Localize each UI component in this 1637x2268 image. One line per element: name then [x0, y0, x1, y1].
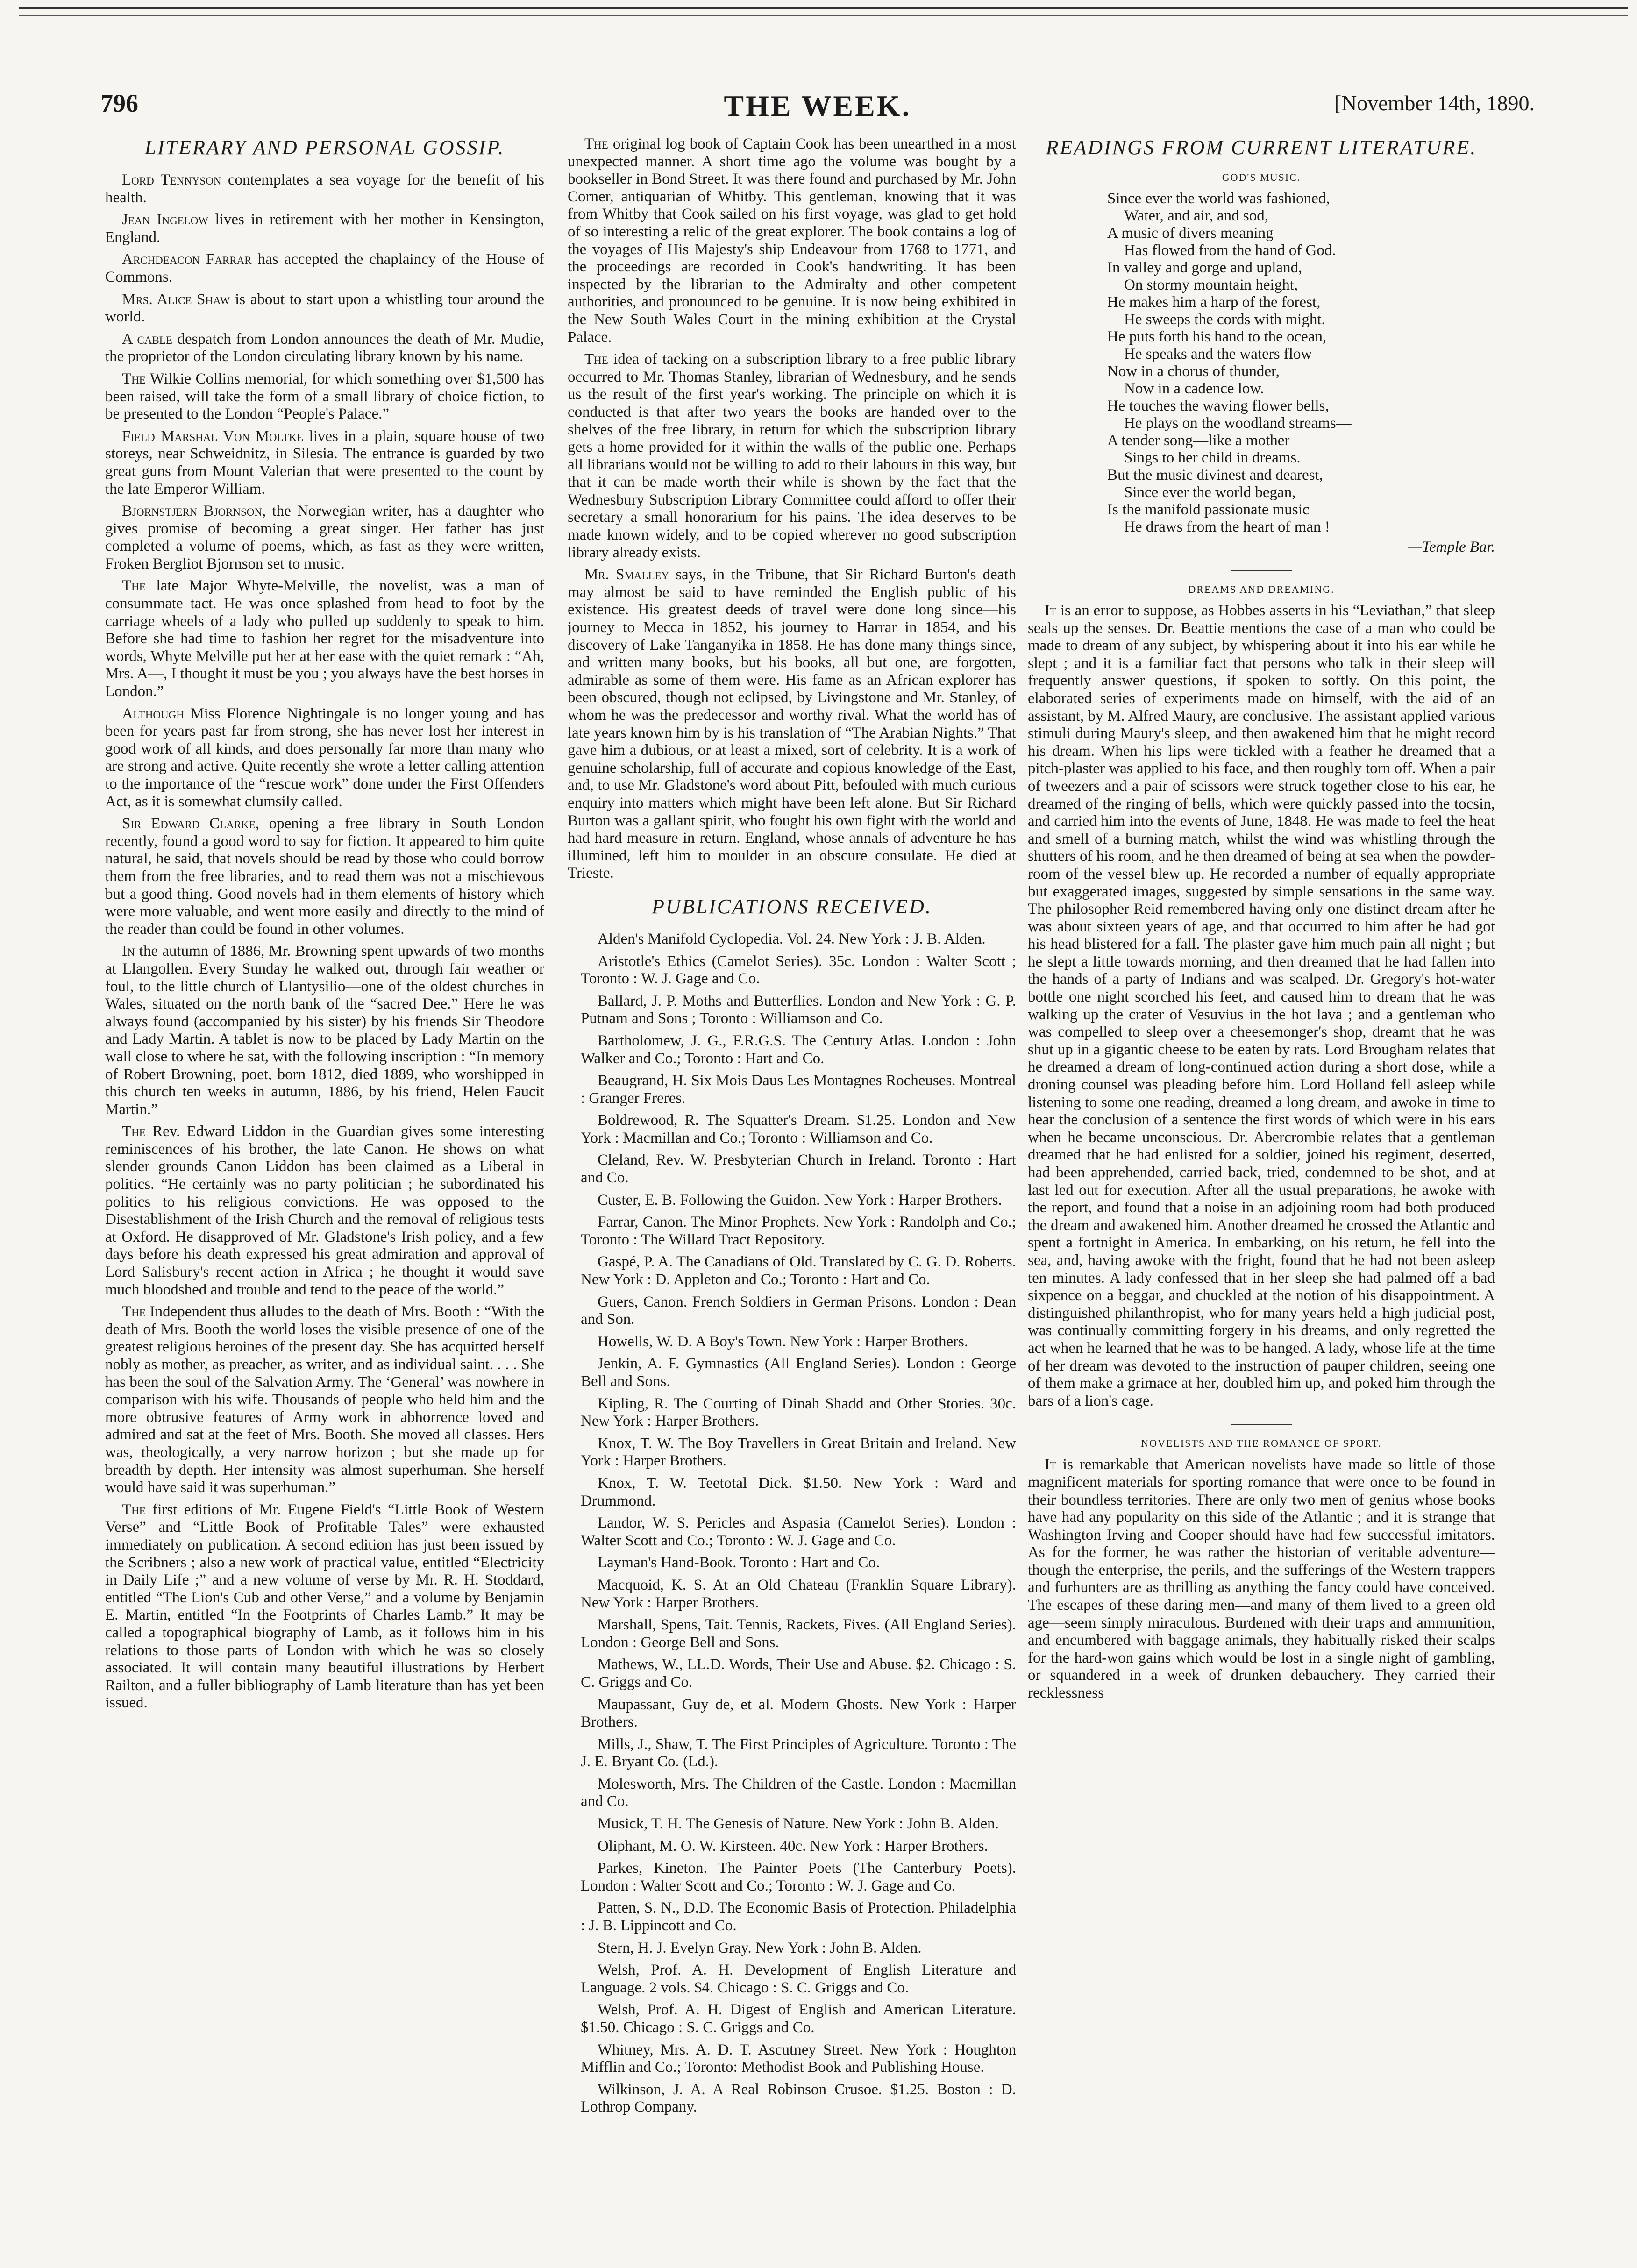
publication-entry: Mathews, W., LL.D. Words, Their Use and Abuse. $2. Chicago : S. C. Griggs and Co.	[581, 1656, 1016, 1691]
novelists-article	[1028, 1456, 1495, 1702]
paragraph-text: opening a free library in South London recently, found a good word to say for fiction. It appeared to him quite natural, he said, that novels should be read by those who could borrow them from the free libraries, and to read them was not a mischievous but a good thing. Good novels had in them elements of history which were more valuable, and went more easily and directly to the mind of the reader than could be found in other volumes.	[105, 815, 544, 938]
paragraph	[105, 211, 544, 246]
poem-line: He sweeps the cords with might.	[1124, 311, 1325, 328]
publication-entry: Oliphant, M. O. W. Kirsteen. 40c. New York : Harper Brothers.	[598, 1837, 988, 1855]
publication-entry: Patten, S. N., D.D. The Economic Basis of Protection. Philadelphia : J. B. Lippincott and Co.	[581, 1899, 1016, 1934]
gossip-items	[105, 171, 544, 1712]
paragraph-lead: It	[1045, 602, 1057, 619]
paragraph	[105, 251, 544, 286]
publication-entry: Stern, H. J. Evelyn Gray. New York : John B. Alden.	[598, 1939, 922, 1956]
dreams-article	[1028, 602, 1495, 1410]
paragraph-lead: The	[122, 1123, 146, 1140]
top-rule-thin	[19, 15, 1628, 16]
poem-line: He draws from the heart of man !	[1124, 519, 1330, 535]
paragraph-text: original log book of Captain Cook has been unearthed in a most unexpected manner. A short time ago the volume was bought by a bookseller in Bond Street. It was there found and purchased by Mr. John Corner, antiquarian of Whitby. This gentleman, knowing that it was from Whitby that Cook sailed on his first voyage, was glad to get hold of so interesting a relic of the great explorer. The book contains a log of the voyages of His Majesty's ship Endeavour from 1768 to 1771, and the proceedings are recorded in Cook's handwriting. It has been inspected by the librarian to the Admiralty and other competent authorities, and pronounced to be genuine. It is now being exhibited in the New South Wales Court in the mining exhibition at the Crystal Palace.	[568, 135, 1016, 346]
paragraph-text: Rev. Edward Liddon in the Guardian gives some interesting reminiscences of his brother, the late Canon. He shows on what slender grounds Canon Liddon has been claimed as a Liberal in politics. “He certainly was no party politician ; he subordinated his politics to his religious convictions. He was opposed to the Disestablishment of the Irish Church and the removal of religious tests at Oxford. He disapproved of Mr. Gladstone's Irish policy, and a few days before his death expressed his great admiration and approval of Lord Salisbury's recent action in Africa ; he thought it would save much bloodshed and trouble and tend to the peace of the world.”	[105, 1123, 544, 1298]
publication-entry: Mills, J., Shaw, T. The First Principles of Agriculture. Toronto : The J. E. Bryant Co. (Ld.).	[581, 1735, 1016, 1770]
paragraph-lead: The	[584, 351, 608, 368]
gossip-items-continued	[568, 135, 1016, 882]
poem-line: Sings to her child in dreams.	[1124, 449, 1301, 466]
paragraph-text: first editions of Mr. Eugene Field's “Little Book of Western Verse” and “Little Book of Profitable Tales” were exhausted immediately on publication. A second edition has just been issued by the Scribners ; also a new work of practical value, entitled “Electricity in Daily Life ;” and a new volume of verse by Mr. R. H. Stoddard, entitled “The Lion's Cub and other Verse,” and a volume by Benjamin E. Martin, entitled “In the Footprints of Charles Lamb.” It may be called a topographical biography of Lamb, as it follows him in his relations to those parts of London with which he was so closely associated. It will contain many beautiful illustrations by Herbert Railton, and a fuller bibliography of Lamb literature than has yet been issued.	[105, 1501, 544, 1712]
paragraph-text: is an error to suppose, as Hobbes asserts in his “Leviathan,” that sleep seals up the senses. Dr. Beattie mentions the case of a man who could be made to dream of any subject, by whispering about it into his ear while he slept ; and it is a familiar fact that persons who talk in their sleep will frequently answer questions, if spoken to softly. On this point, the elaborated series of experiments made on himself, with the aid of an assistant, by M. Alfred Maury, are conclusive. The assistant applied various stimuli during Maury's sleep, and then awakened him that he might record his dream. When his lips were tickled with a feather he dreamed that a pitch-plaster was applied to his face, and then roughly torn off. When a pair of tweezers and a pair of scissors were struck together close to his ear, he dreamed of the ringing of bells, which were quickly passed into the tocsin, and carried him into the events of June, 1848. He was made to feel the heat and smell of a burning match, whilst the wind was whistling through the shutters of his room, and he then dreamed of being at sea when the powder-room of the vessel blew up. He recorded a number of equally appropriate but exaggerated images, suggested by simple sensations in the same way. The philosopher Reid remembered having only one distinct dream after he was about sixteen years of age, and that occurred to him after he had got his head blistered for a fall. The plaster gave him much pain all night ; but he slept a little towards morning, and then dreamed that he had fallen into the hands of a party of Indians and was scalped. Dr. Gregory's hot-water bottle one night scorched his feet, and caused him to dream that he was walking up the crater of Vesuvius in the hot lava ; and a gentleman who was compelled to sleep over a cheesemonger's shop, dreamt that he was shut up in a gigantic cheese to be eaten by rats. Lord Brougham relates that he dreamed a dream of long-continued action during a short dose, while a droning counsel was pleading before him. Lord Holland fell asleep while listening to some one reading, dreamed a long dream, and awoke in time to hear the conclusion of a sentence the first words of which were in his ears when he became unconscious. Dr. Abercrombie relates that a gentleman dreamed that he had enlisted for a soldier, joined his regiment, deserted, had been apprehended, carried back, tried, condemned to be shot, and at last led out for execution. After all the usual preparations, he awoke with the report, and found that a noise in an adjoining room had both produced the dream and awakened him. Another dreamed he crossed the Atlantic and spent a fortnight in America. In embarking, on his return, he fell into the sea, and, having awoke with the fright, found that he had not been asleep ten minutes. A lady confessed that in her sleep she had palmed off a bad sixpence on a beggar, and chuckled at the notion of his disappointment. A distinguished philanthropist, who for many years held a high judicial post, was continually committing forgery in his dreams, and only regretted the act when he learned that he was to be hanged. A lady, whose life at the time of her dream was devoted to the instruction of pauper children, seeing one of them make a grimace at her, doubled him up, and poked him through the bars of a lion's cage.	[1028, 602, 1495, 1409]
section-heading-publications: PUBLICATIONS RECEIVED.	[652, 895, 932, 918]
publication-entry: Farrar, Canon. The Minor Prophets. New York : Randolph and Co.; Toronto : The Willard Tract Repository.	[581, 1214, 1016, 1248]
paragraph	[105, 370, 544, 423]
paragraph-lead: Lord Tennyson	[122, 171, 221, 188]
publication-entry: Gaspé, P. A. The Canadians of Old. Translated by C. G. D. Roberts. New York : D. Appleton and Co.; Toronto : Hart and Co.	[581, 1253, 1016, 1288]
paragraph-text: lives in a plain, square house of two storeys, near Schweidnitz, in Silesia. The entrance is guarded by two great guns from Mount Valerian that were presented to the count by the late Emperor William.	[105, 427, 544, 498]
paragraph-lead: Mr. Smalley	[584, 566, 669, 583]
paragraph	[105, 331, 544, 366]
publication-entry: Parkes, Kineton. The Painter Poets (The Canterbury Poets). London : Walter Scott and Co.; Toronto : W. J. Gage and Co.	[581, 1860, 1016, 1894]
column-1	[105, 135, 544, 2247]
poem-line: Is the manifold passionate music	[1107, 501, 1310, 518]
paragraph	[1028, 1456, 1495, 1702]
publication-entry: Bartholomew, J. G., F.R.G.S. The Century Atlas. London : John Walker and Co.; Toronto : Hart and Co.	[581, 1032, 1016, 1067]
paragraph	[105, 1303, 544, 1497]
paragraph-lead: A cable	[122, 330, 172, 348]
paragraph-text: lives in retirement with her mother in Kensington, England.	[105, 211, 544, 246]
paragraph-text: Independent thus alludes to the death of Mrs. Booth : “With the death of Mrs. Booth the world loses the visible presence of one of the greatest religious heroines of the present day. She has acquitted herself nobly as mother, as preacher, as writer, and as individual saint. . . . She has been the soul of the Salvation Army. The ‘General’ was nowhere in comparison with his wife. Thousands of people who held him and the more obtrusive features of Army work in abhorrence loved and admired and sat at the feet of Mrs. Booth. She moved all classes. Hers was, theologically, a very narrow horizon ; but she made up for breadth by depth. Her intensity was almost superhuman. She herself would have said it was superhuman.”	[105, 1303, 544, 1496]
page-number: 796	[100, 89, 138, 117]
paragraph	[105, 815, 544, 938]
dreams-title: DREAMS AND DREAMING.	[1188, 583, 1335, 595]
paragraph-text: late Major Whyte-Melville, the novelist, was a man of consummate tact. He was once splashed from head to foot by the carriage wheels of a lady who pulled up suddenly to speak to him. Before she had time to fashion her regret for the misadventure into words, Whyte Melville put her at her ease with the quiet remark : “Ah, Mrs. A—, I thought it must be you ; you always have the best horses in London.”	[105, 577, 544, 700]
publication-entry: Beaugrand, H. Six Mois Daus Les Montagnes Rocheuses. Montreal : Granger Freres.	[581, 1072, 1016, 1107]
column-3	[1028, 135, 1495, 2247]
paragraph	[105, 503, 544, 573]
poem-title: GOD'S MUSIC.	[1222, 171, 1301, 183]
publication-entry: Whitney, Mrs. A. D. T. Ascutney Street. New York : Houghton Mifflin and Co.; Toronto: Methodist Book and Publishing House.	[581, 2041, 1016, 2076]
paragraph-lead: The	[122, 577, 146, 595]
paragraph	[105, 171, 544, 206]
paragraph-lead: It	[1045, 1456, 1057, 1473]
section-heading-readings: READINGS FROM CURRENT LITERATURE.	[1046, 136, 1477, 159]
paragraph	[105, 1123, 544, 1299]
poem-line: He makes him a harp of the forest,	[1107, 294, 1321, 311]
publication-entry: Marshall, Spens, Tait. Tennis, Rackets, Fives. (All England Series). London : George Bell and Sons.	[581, 1616, 1016, 1651]
publication-entry: Custer, E. B. Following the Guidon. New York : Harper Brothers.	[598, 1191, 1002, 1209]
paragraph	[568, 351, 1016, 562]
publication-entry: Ballard, J. P. Moths and Butterflies. London and New York : G. P. Putnam and Sons ; Toronto : Williamson and Co.	[581, 992, 1016, 1027]
poem-line: Since ever the world began,	[1124, 484, 1296, 501]
paragraph	[105, 291, 544, 326]
paragraph-lead: Field Marshal Von Moltke	[122, 427, 304, 445]
publication-entry: Knox, T. W. Teetotal Dick. $1.50. New York : Ward and Drummond.	[581, 1474, 1016, 1509]
divider	[1231, 570, 1292, 571]
poem-line: Has flowed from the hand of God.	[1124, 242, 1336, 259]
paragraph	[105, 705, 544, 811]
poem-line: Now in a cadence low.	[1124, 380, 1264, 397]
paragraph	[568, 566, 1016, 882]
paragraph-text: the autumn of 1886, Mr. Browning spent upwards of two months at Llangollen. Every Sunday he walked out, through fair weather or foul, to the little church of Llantysilio—one of the oldest churches in Wales, situated on the north bank of the “sacred Dee.” Here he was always found (accompanied by his sister) by his friends Sir Theodore and Lady Martin. A tablet is now to be placed by Lady Martin on the wall close to where he sat, with the following inscription : “In memory of Robert Browning, poet, born 1812, died 1889, who worshipped in this church ten weeks in autumn, 1886, by his friend, Helen Faucit Martin.”	[105, 943, 544, 1118]
paragraph-text: is remarkable that American novelists have made so little of those magnificent materials for sporting romance that were once to be found in their boundless territories. There are only two men of genius whose books have had any popularity on this side of the Atlantic ; and it is strange that Washington Irving and Cooper should have had few successful imitators. As for the former, he was rather the historian of veritable adventure—though the enterprise, the perils, and the sufferings of the Western trappers and furhunters are as thrilling as anything the fancy could have conceived. The escapes of these daring men—and many of them lived to a green old age—seem simply miraculous. Burdened with their traps and ammunition, and encumbered with baggage animals, they habitually risked their scalps for the hard-won gains which would be lost in a single night of gambling, or squandered in a week of drunken debauchery. They carried their recklessness	[1028, 1456, 1495, 1702]
publication-entry: Jenkin, A. F. Gymnastics (All England Series). London : George Bell and Sons.	[581, 1355, 1016, 1390]
paragraph-text: has accepted the chaplaincy of the House of Commons.	[105, 251, 544, 285]
paragraph-lead: Sir Edward Clarke,	[122, 815, 260, 832]
publication-entry: Welsh, Prof. A. H. Digest of English and American Literature. $1.50. Chicago : S. C. Griggs and Co.	[581, 2001, 1016, 2036]
poem-line: He speaks and the waters flow—	[1124, 346, 1328, 363]
paragraph-lead: Jean Ingelow	[122, 211, 209, 228]
poem-line: He plays on the woodland streams—	[1124, 415, 1352, 432]
paragraph	[105, 943, 544, 1118]
paragraph	[568, 135, 1016, 346]
publication-entry: Welsh, Prof. A. H. Development of English Literature and Language. 2 vols. $4. Chicago : S. C. Griggs and Co.	[581, 1962, 1016, 1996]
paragraph-text: idea of tacking on a subscription library to a free public library occurred to Mr. Thomas Stanley, librarian of Wednesbury, and he sends us the result of the first year's working. The principle on which it is conducted is that after two years the books are handed over to the shelves of the free library, in return for which the subscription library gets a home provided for it within the walls of the public one. Perhaps all librarians would not be willing to add to their labours in this way, but that it can be made worth their while is shown by the fact that the Wednesbury Subscription Library Committee could afford to offer their secretary a small honorarium for his pains. The idea deserves to be made known widely, and to be copied wherever no good subscription library already exists.	[568, 351, 1016, 561]
poem-line: But the music divinest and dearest,	[1107, 467, 1323, 483]
paragraph-lead: Bjornstjern Bjornson,	[122, 503, 266, 520]
paragraph-text: says, in the Tribune, that Sir Richard Burton's death may almost be said to have reminded the English public of his existence. His greatest deeds of travel were done long since—his journey to Mecca in 1852, his journey to Harrar in 1854, and his discovery of Lake Tanganyika in 1858. He has done many things since, and written many books, but his books, all but one, are forgotten, admirable as some of them were. His fame as an African explorer has been obscured, though not eclipsed, by Livingstone and Mr. Stanley, of whom he was the predecessor and worthy rival. What the world has of late years known him by is his translation of “The Arabian Nights.” That gave him a dubious, or at least a mixed, sort of celebrity. It is a work of genuine scholarship, full of accurate and copious knowledge of the East, and, to use Mr. Gladstone's word about Pitt, befouled with much curious enquiry into matters which might have been left alone. But Sir Richard Burton was a gallant spirit, who fought his own fight with the world and had hard measure in return. England, whose annals of adventure he has illumined, left him to moulder in an obscure consulate. He died at Trieste.	[568, 566, 1016, 882]
paragraph-lead: The	[122, 1303, 146, 1321]
paragraph-lead: The	[122, 370, 146, 387]
publication-entry: Kipling, R. The Courting of Dinah Shadd and Other Stories. 30c. New York : Harper Brothers.	[581, 1395, 1016, 1430]
issue-date: [November 14th, 1890.	[1334, 91, 1535, 115]
poem-line: Water, and air, and sod,	[1124, 207, 1269, 224]
publication-entry: Molesworth, Mrs. The Children of the Castle. London : Macmillan and Co.	[581, 1775, 1016, 1810]
poem-line: On stormy mountain height,	[1124, 277, 1298, 293]
publication-entry: Landor, W. S. Pericles and Aspasia (Camelot Series). London : Walter Scott and Co.; Toronto : W. J. Gage and Co.	[581, 1514, 1016, 1549]
page-header	[100, 89, 1535, 126]
poem-line: A music of divers meaning	[1107, 225, 1274, 242]
publication-entry: Boldrewood, R. The Squatter's Dream. $1.25. London and New York : Macmillan and Co.; Toronto : Williamson and Co.	[581, 1112, 1016, 1146]
paragraph-lead: The	[584, 135, 608, 152]
paragraph	[105, 428, 544, 498]
section-heading-gossip: LITERARY AND PERSONAL GOSSIP.	[144, 136, 505, 159]
paragraph-lead: Mrs. Alice Shaw	[122, 291, 230, 308]
publication-entry: Macquoid, K. S. At an Old Chateau (Franklin Square Library). New York : Harper Brothers.	[581, 1576, 1016, 1611]
publication-entry: Wilkinson, J. A. A Real Robinson Crusoe. $1.25. Boston : D. Lothrop Company.	[581, 2081, 1016, 2116]
publication-entry: Musick, T. H. The Genesis of Nature. New York : John B. Alden.	[598, 1815, 999, 1833]
publication-entry: Layman's Hand-Book. Toronto : Hart and Co.	[598, 1554, 880, 1571]
novelists-title: NOVELISTS AND THE ROMANCE OF SPORT.	[1141, 1437, 1382, 1450]
paragraph	[1028, 602, 1495, 1410]
paragraph-text: is about to start upon a whistling tour around the world.	[105, 291, 544, 326]
paragraph	[105, 577, 544, 700]
paragraph-text: Miss Florence Nightingale is no longer young and has been for years past far from strong, she has never lost her interest in good work of all kinds, and does personally far more than many who are strong and active. Quite recently she wrote a letter calling attention to the importance of the “rescue work” done under the First Offenders Act, as it is somewhat clumsily called.	[105, 705, 544, 810]
publication-entry: Cleland, Rev. W. Presbyterian Church in Ireland. Toronto : Hart and Co.	[581, 1152, 1016, 1187]
paragraph-text: contemplates a sea voyage for the benefit of his health.	[105, 171, 544, 206]
paragraph-text: Wilkie Collins memorial, for which something over $1,500 has been raised, will take the form of a small library of choice fiction, to be presented to the London “People's Palace.”	[105, 370, 544, 423]
publication-entry: Guers, Canon. French Soldiers in German Prisons. London : Dean and Son.	[581, 1293, 1016, 1328]
paragraph-lead: The	[122, 1501, 146, 1518]
publications-list	[568, 931, 1016, 2116]
paragraph-lead: Archdeacon Farrar	[122, 251, 252, 268]
poem-line: A tender song—like a mother	[1107, 432, 1290, 449]
poem-line: He puts forth his hand to the ocean,	[1107, 328, 1327, 345]
paragraph	[105, 1501, 544, 1712]
masthead-title: THE WEEK.	[724, 89, 911, 122]
poem-line: Now in a chorus of thunder,	[1107, 363, 1280, 380]
publication-entry: Howells, W. D. A Boy's Town. New York : Harper Brothers.	[598, 1333, 968, 1350]
poem-source: —Temple Bar.	[1408, 539, 1495, 555]
publication-entry: Knox, T. W. The Boy Travellers in Great Britain and Ireland. New York : Harper Brothers.	[581, 1435, 1016, 1470]
paragraph-text: despatch from London announces the death of Mr. Mudie, the proprietor of the London circulating library known by his name.	[105, 330, 544, 365]
column-2	[568, 135, 1016, 2247]
poem-line: In valley and gorge and upland,	[1107, 259, 1302, 276]
paragraph-lead: In	[122, 943, 135, 960]
publication-entry: Maupassant, Guy de, et al. Modern Ghosts. New York : Harper Brothers.	[581, 1696, 1016, 1731]
publication-entry: Alden's Manifold Cyclopedia. Vol. 24. New York : J. B. Alden.	[598, 930, 986, 947]
publication-entry: Aristotle's Ethics (Camelot Series). 35c. London : Walter Scott ; Toronto : W. J. Gage and Co.	[581, 953, 1016, 988]
poem-line: He touches the waving flower bells,	[1107, 398, 1329, 414]
top-rule	[19, 7, 1628, 9]
paragraph-lead: Although	[122, 705, 184, 722]
poem-line: Since ever the world was fashioned,	[1107, 190, 1330, 207]
poem	[1107, 190, 1495, 536]
divider	[1231, 1424, 1292, 1425]
paragraph-text: the Norwegian writer, has a daughter who gives promise of becoming a great singer. Her father has just completed a volume of poems, which, as fast as they were written, Froken Bergliot Bjornson set to music.	[105, 503, 544, 572]
